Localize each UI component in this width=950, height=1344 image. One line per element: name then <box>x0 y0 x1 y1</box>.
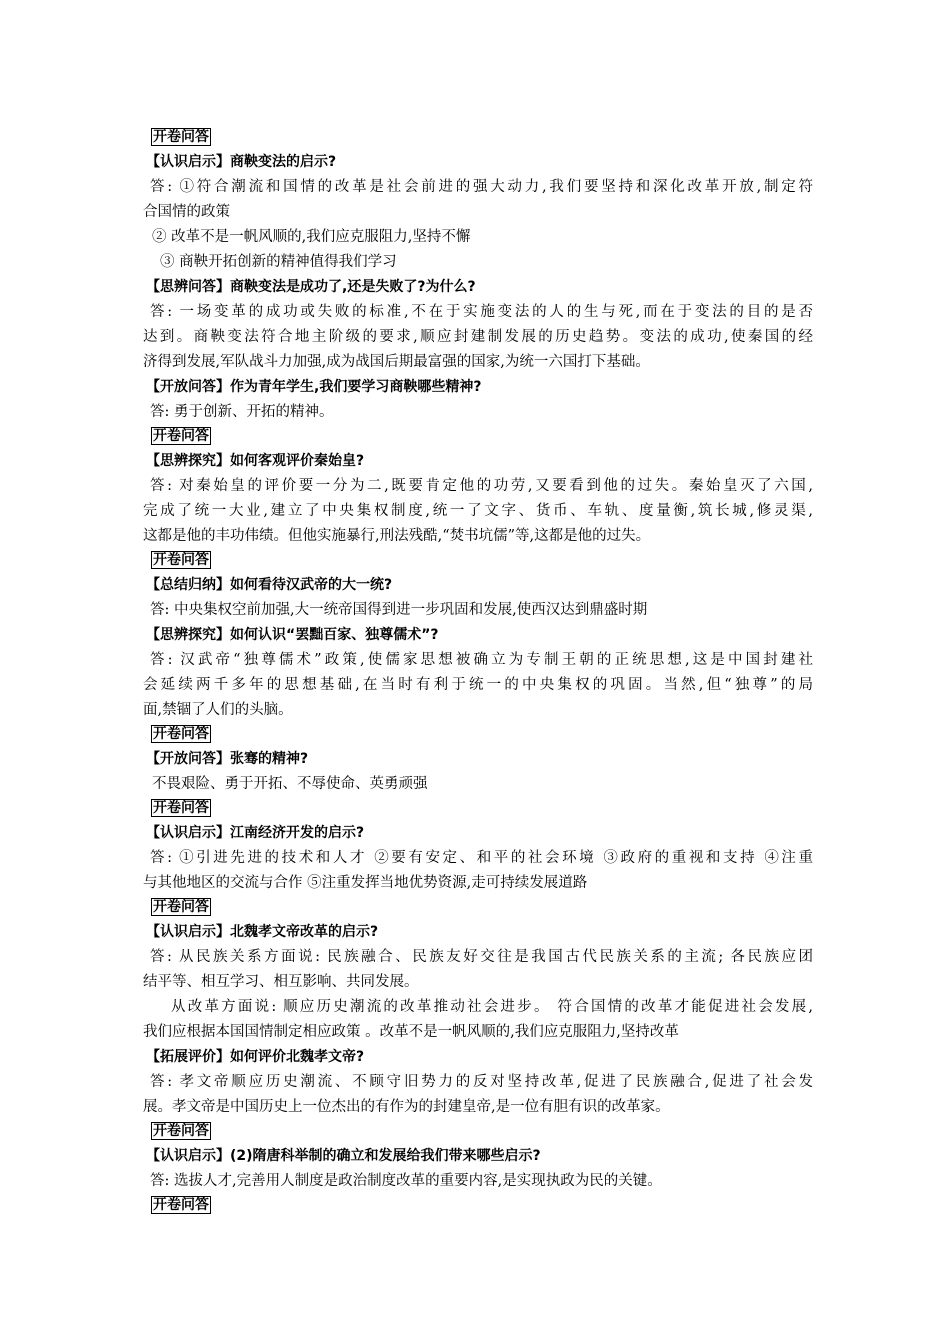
answer-line: 答: 勇于创新、开拓的精神。 <box>150 404 334 420</box>
answer-line: 我们应根据本国国情制定相应政策 。改革不是一帆风顺的,我们应克服阻力,坚持改革 <box>143 1024 679 1040</box>
answer-line: 答: 从民族关系方面说: 民族融合、民族友好交往是我国古代民族关系的主流; 各民族应团 <box>150 949 813 965</box>
answer-line: ③ 商鞅开拓创新的精神值得我们学习 <box>160 254 397 270</box>
section-label-box <box>151 427 813 445</box>
section-label: 开卷问答 <box>153 552 209 568</box>
answer-line: 答: 一场变革的成功或失败的标准,不在于实施变法的人的生与死,而在于变法的目的是否 <box>150 304 813 320</box>
question-heading: 【认识启示】江南经济开发的启示? <box>146 825 365 841</box>
question-heading: 【拓展评价】如何评价北魏孝文帝? <box>146 1049 365 1065</box>
answer-line: 面,禁锢了人们的头脑。 <box>143 702 293 718</box>
question-heading: 【认识启示】北魏孝文帝改革的启示? <box>146 924 379 940</box>
section-label: 开卷问答 <box>153 1123 209 1139</box>
answer-line: 答: 对秦始皇的评价要一分为二,既要肯定他的功劳,又要看到他的过失。秦始皇灭了六国, <box>150 478 813 494</box>
section-label: 开卷问答 <box>153 726 209 742</box>
section-label: 开卷问答 <box>153 1197 209 1213</box>
answer-line: 会延续两千多年的思想基础,在当时有利于统一的中央集权的巩固。当然,但“独尊”的局 <box>143 677 813 693</box>
answer-line: 济得到发展,军队战斗力加强,成为战国后期最富强的国家,为统一六国打下基础。 <box>143 354 650 370</box>
section-label-box <box>151 1122 813 1140</box>
answer-line: 不畏艰险、勇于开拓、不辱使命、英勇顽强 <box>152 776 428 792</box>
answer-line: 答: 孝文帝顺应历史潮流、不顾守旧势力的反对坚持改革,促进了民族融合,促进了社会发 <box>150 1074 813 1090</box>
section-label-box <box>151 128 813 146</box>
answer-line: 答: 汉武帝“独尊儒术”政策,使儒家思想被确立为专制王朝的正统思想,这是中国封建社 <box>150 652 813 668</box>
section-label-box <box>151 551 813 569</box>
section-label-box <box>151 898 813 916</box>
answer-line: 从改革方面说: 顺应历史潮流的改革推动社会进步。 符合国情的改革才能促进社会发展, <box>171 999 813 1015</box>
answer-line: 答: 中央集权空前加强,大一统帝国得到进一步巩固和发展,使西汉达到鼎盛时期 <box>150 602 648 618</box>
section-label-box <box>151 1196 813 1214</box>
answer-line: 完成了统一大业,建立了中央集权制度,统一了文字、货币、车轨、度量衡,筑长城,修灵渠, <box>143 503 813 519</box>
answer-line: 与其他地区的交流与合作 ⑤注重发挥当地优势资源,走可持续发展道路 <box>143 875 588 891</box>
question-heading: 【开放问答】张骞的精神? <box>146 751 309 767</box>
answer-line: 结平等、相互学习、相互影响、共同发展。 <box>143 974 419 990</box>
answer-line: 这都是他的丰功伟绩。但他实施暴行,刑法残酷,“焚书坑儒”等,这都是他的过失。 <box>143 528 651 544</box>
answer-line: ② 改革不是一帆风顺的,我们应克服阻力,坚持不懈 <box>152 229 471 245</box>
answer-line: 达到。商鞅变法符合地主阶级的要求,顺应封建制发展的历史趋势。变法的成功,使秦国的经 <box>143 329 813 345</box>
question-heading: 【总结归纳】如何看待汉武帝的大一统? <box>146 577 393 593</box>
question-heading: 【思辨探究】如何认识“罢黜百家、独尊儒术”? <box>146 627 439 643</box>
section-label-box <box>151 799 813 817</box>
answer-line: 答: ①引进先进的技术和人才 ②要有安定、和平的社会环境 ③政府的重视和支持 ④注重 <box>150 850 813 866</box>
section-label: 开卷问答 <box>153 129 209 145</box>
answer-line: 答: 选拔人才,完善用人制度是政治制度改革的重要内容,是实现执政为民的关键。 <box>150 1173 662 1189</box>
question-heading: 【思辨问答】商鞅变法是成功了,还是失败了?为什么? <box>146 279 476 295</box>
section-label: 开卷问答 <box>153 899 209 915</box>
section-label-box <box>151 725 813 743</box>
section-label: 开卷问答 <box>153 428 209 444</box>
question-heading: 【认识启示】(2)隋唐科举制的确立和发展给我们带来哪些启示? <box>146 1148 541 1164</box>
question-heading: 【思辨探究】如何客观评价秦始皇? <box>146 453 365 469</box>
answer-line: 合国情的政策 <box>143 204 230 220</box>
question-heading: 【认识启示】商鞅变法的启示? <box>146 154 337 170</box>
question-heading: 【开放问答】作为青年学生,我们要学习商鞅哪些精神? <box>146 379 482 395</box>
answer-line: 展。孝文帝是中国历史上一位杰出的有作为的封建皇帝,是一位有胆有识的改革家。 <box>143 1099 670 1115</box>
section-label: 开卷问答 <box>153 800 209 816</box>
answer-line: 答: ①符合潮流和国情的改革是社会前进的强大动力,我们要坚持和深化改革开放,制定符 <box>150 179 813 195</box>
